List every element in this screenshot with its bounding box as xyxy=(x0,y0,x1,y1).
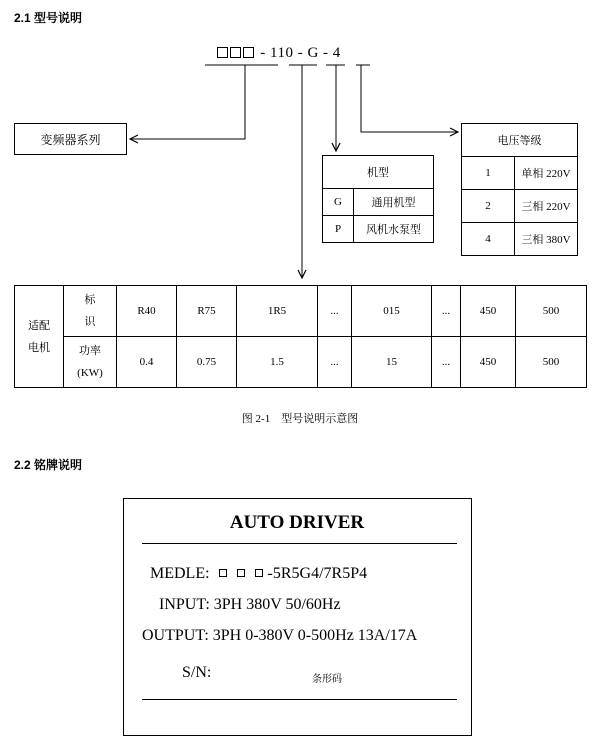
nameplate-top-rule xyxy=(142,543,457,544)
machine-type-name: 通用机型 xyxy=(354,189,434,216)
id-cell: 015 xyxy=(352,286,432,337)
series-arrow xyxy=(130,65,245,139)
id-cell: ... xyxy=(318,286,352,337)
power-cell: 450 xyxy=(461,337,516,388)
model-value: -5R5G4/7R5P4 xyxy=(267,565,368,582)
nameplate-title: AUTO DRIVER xyxy=(229,512,365,533)
id-cell: 1R5 xyxy=(237,286,318,337)
power-cell: 0.4 xyxy=(117,337,177,388)
voltage-name: 三相 220V xyxy=(515,190,578,223)
voltage-code: 1 xyxy=(462,157,515,190)
nameplate-model-line xyxy=(150,565,367,583)
power-cell: 500 xyxy=(516,337,587,388)
nameplate-bottom-rule xyxy=(142,699,457,700)
nameplate xyxy=(123,498,472,736)
power-cell: 15 xyxy=(352,337,432,388)
model-code-110: 110 xyxy=(270,45,294,61)
id-row-label: 标 识 xyxy=(64,286,117,337)
model-code-g: G xyxy=(307,45,319,61)
voltage-name: 三相 380V xyxy=(515,223,578,256)
nameplate-output: OUTPUT: 3PH 0-380V 0-500Hz 13A/17A xyxy=(142,627,418,644)
figure-caption: 图 2-1 型号说明示意图 xyxy=(241,413,359,425)
voltage-header: 电压等级 xyxy=(462,124,578,157)
id-cell: ... xyxy=(432,286,461,337)
power-row-label: 功率 (KW) xyxy=(64,337,117,388)
power-cell: ... xyxy=(432,337,461,388)
machine-type-code: G xyxy=(323,189,354,216)
voltage-name: 单相 220V xyxy=(515,157,578,190)
power-cell: 0.75 xyxy=(177,337,237,388)
barcode-placeholder: 条形码 xyxy=(312,674,342,685)
machine-type-name: 风机水泵型 xyxy=(354,216,434,243)
machine-type-table xyxy=(322,155,434,243)
nameplate-sn-label: S/N: xyxy=(182,664,212,681)
section-heading-nameplate: 2.2 铭牌说明 xyxy=(14,458,83,472)
motor-group-label: 适配 电机 xyxy=(15,286,64,388)
section-heading-model: 2.1 型号说明 xyxy=(14,11,83,25)
machine-type-code: P xyxy=(323,216,354,243)
model-sep-1: - xyxy=(260,45,266,61)
nameplate-input: INPUT: 3PH 380V 50/60Hz xyxy=(159,596,341,613)
model-placeholders xyxy=(214,565,268,582)
model-code-4: 4 xyxy=(332,45,341,61)
series-box: 变频器系列 xyxy=(14,123,127,155)
model-label: MEDLE: xyxy=(150,565,210,582)
motor-rating-table xyxy=(14,285,587,388)
model-sep-2: - xyxy=(297,45,304,61)
voltage-arrow xyxy=(361,65,458,132)
power-cell: ... xyxy=(318,337,352,388)
id-cell: R75 xyxy=(177,286,237,337)
voltage-code: 2 xyxy=(462,190,515,223)
model-sep-3: - xyxy=(323,45,329,61)
id-cell: 450 xyxy=(461,286,516,337)
power-cell: 1.5 xyxy=(237,337,318,388)
id-cell: 500 xyxy=(516,286,587,337)
voltage-table xyxy=(461,123,578,256)
machine-type-header: 机型 xyxy=(323,156,434,189)
id-cell: R40 xyxy=(117,286,177,337)
voltage-code: 4 xyxy=(462,223,515,256)
